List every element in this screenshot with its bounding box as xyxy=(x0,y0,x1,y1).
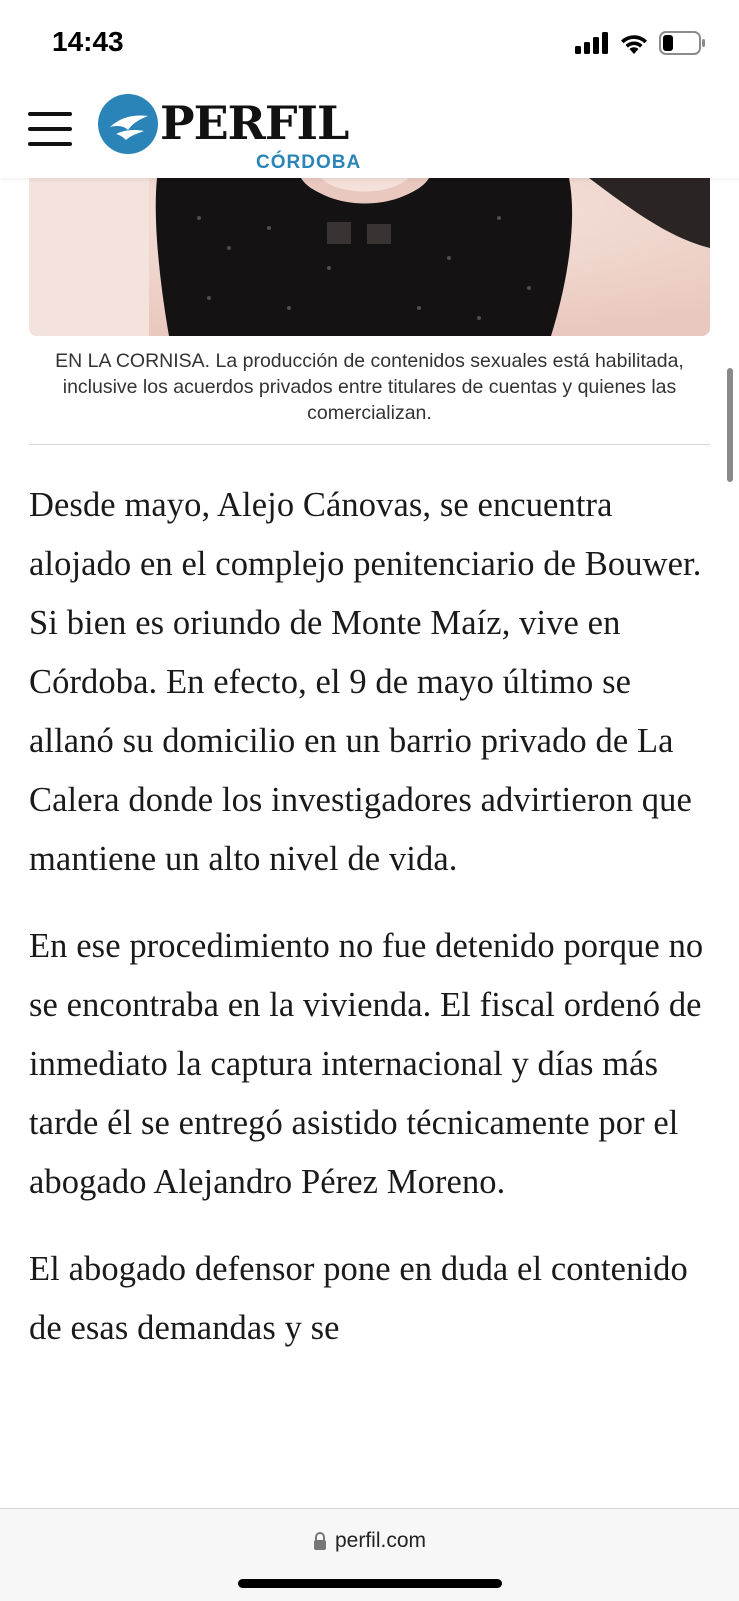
article-image xyxy=(29,178,710,336)
logo-subtitle: CÓRDOBA xyxy=(256,152,362,173)
article-body xyxy=(29,476,719,1386)
article-paragraph: En ese procedimiento no fue detenido porque no se encontraba en la vivienda. El fiscal ordenó de inmediato la captura internacional y días más tarde él se entregó asistido técnicamente por el abogado Alejandro Pérez Moreno. xyxy=(29,927,704,1201)
logo-wordmark: PERFIL xyxy=(160,96,349,150)
status-icons xyxy=(575,30,707,56)
image-caption: EN LA CORNISA. La producción de contenidos sexuales está habilitada, inclusive los acuerdos privados entre titulares de cuentas y quienes las comercializan. xyxy=(55,350,684,424)
cellular-signal-icon xyxy=(575,32,609,54)
lock-icon xyxy=(313,1532,327,1550)
article-paragraph: El abogado defensor pone en duda el contenido de esas demandas y se xyxy=(29,1250,688,1347)
battery-icon xyxy=(659,31,707,55)
url-text: perfil.com xyxy=(334,1529,427,1552)
home-indicator[interactable] xyxy=(238,1579,502,1588)
caption-divider xyxy=(29,444,710,445)
page-scrollbar[interactable] xyxy=(727,368,733,482)
perfil-logo[interactable] xyxy=(98,94,378,174)
status-bar xyxy=(0,0,739,88)
wifi-icon xyxy=(619,32,649,54)
address-field[interactable] xyxy=(0,1529,739,1553)
browser-url-bar[interactable] xyxy=(0,1508,739,1601)
logo-emblem-icon xyxy=(98,94,158,154)
article-paragraph: Desde mayo, Alejo Cánovas, se encuentra alojado en el complejo penitenciario de Bouwer. Si bien es oriundo de Monte Maíz, vive en Córdoba. En efecto, el 9 de mayo último se allanó su domicilio en un barrio privado de La Calera donde los investigadores advirtieron que mantiene un alto nivel de vida. xyxy=(29,486,702,878)
hamburger-menu-icon[interactable] xyxy=(28,112,72,148)
site-header xyxy=(0,88,739,178)
status-time: 14:43 xyxy=(52,26,124,57)
